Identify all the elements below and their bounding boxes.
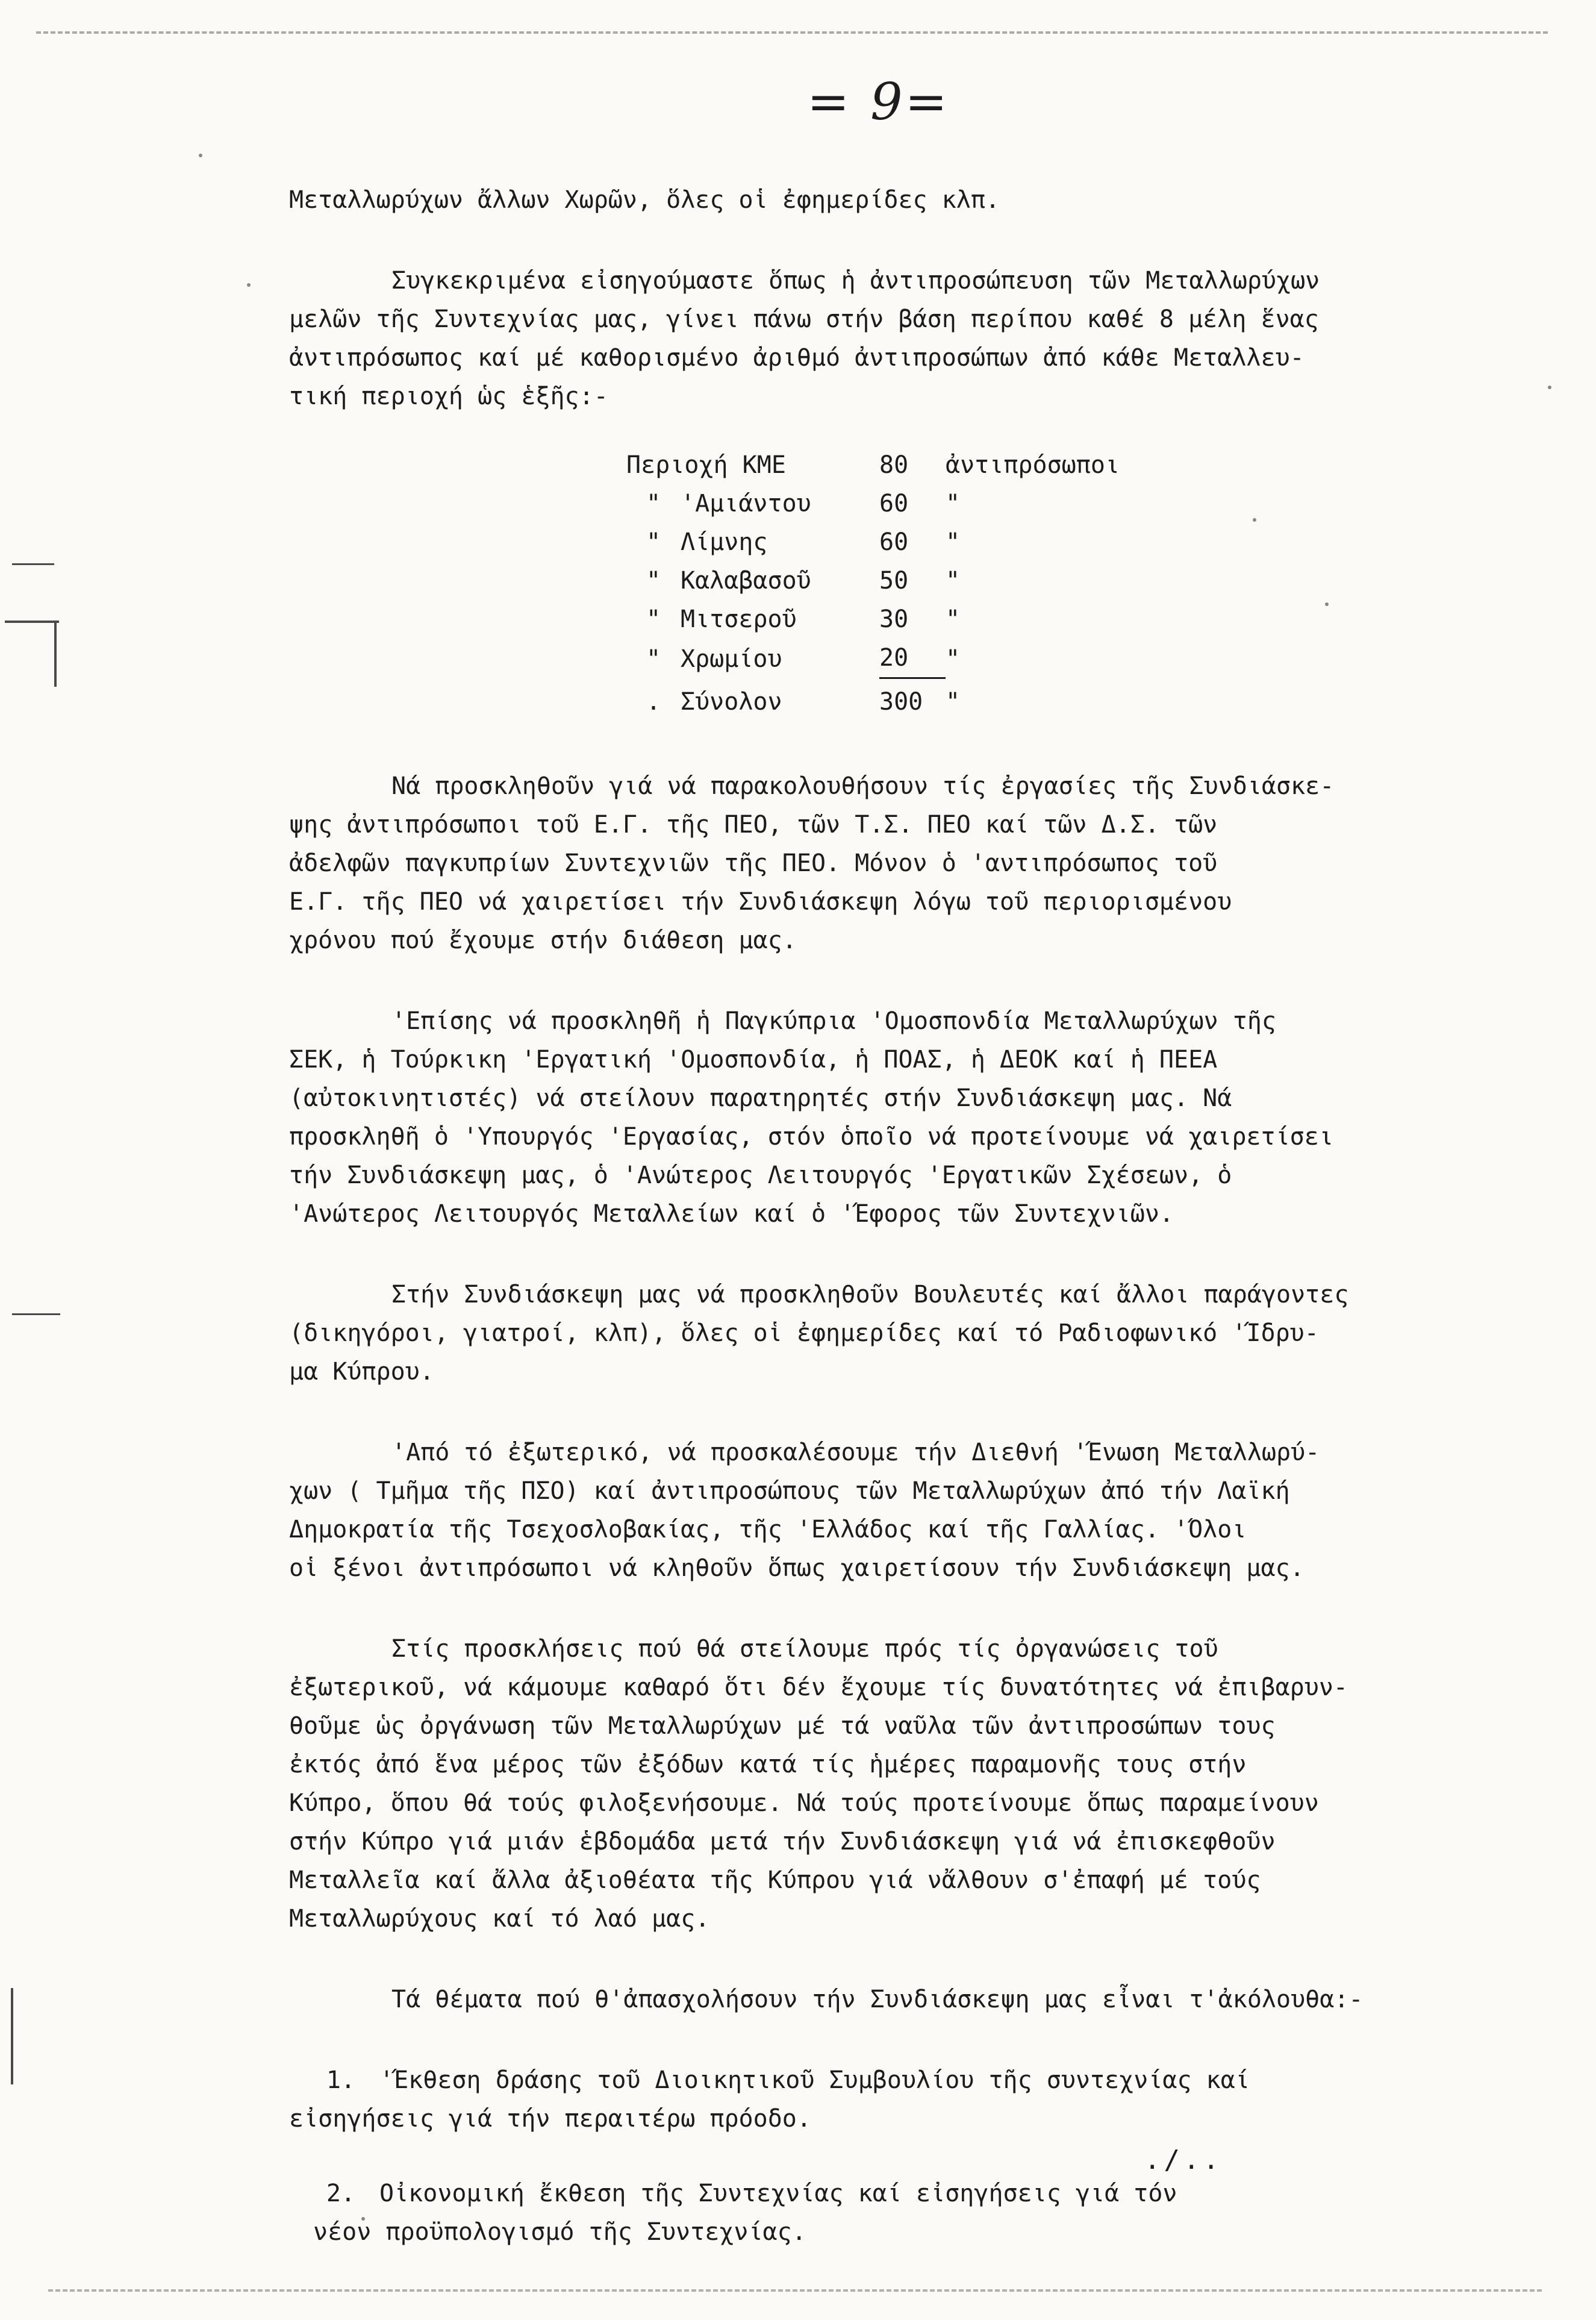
- top-scan-edge: [36, 31, 1548, 34]
- text-line: οἱ ξένοι ἀντιπρόσωποι νά κληθοῦν ὅπως χαιρετίσουν τήν Συνδιάσκεψη μας.: [289, 1554, 1305, 1582]
- text-line: ἐξωτερικοῦ, νά κάμουμε καθαρό ὅτι δέν ἔχουμε τίς δυνατότητες νά ἐπιβαρυν-: [289, 1674, 1348, 1701]
- table-row: [626, 639, 1144, 678]
- margin-bracket-line: [12, 563, 54, 565]
- scan-speck: [1548, 386, 1551, 389]
- unit-cell: ": [946, 605, 961, 633]
- region-cell: 'Αμιάντου: [681, 490, 811, 517]
- text-line: 'Επίσης νά προσκληθῆ ἡ Παγκύπρια 'Ομοσπονδία Μεταλλωρύχων τῆς: [391, 1007, 1277, 1035]
- total-count: 300: [879, 688, 923, 716]
- total-unit: ": [946, 688, 961, 716]
- text-line: Ε.Γ. τῆς ΠΕΟ νά χαιρετίσει τήν Συνδιάσκεψη λόγω τοῦ περιορισμένου: [289, 888, 1232, 916]
- agenda-number: 2.: [326, 2180, 355, 2207]
- agenda-number: 1.: [326, 2066, 355, 2094]
- text-line: ψης ἀντιπρόσωποι τοῦ Ε.Γ. τῆς ΠΕΟ, τῶν Τ.Σ. ΠΕΟ καί τῶν Δ.Σ. τῶν: [289, 811, 1218, 839]
- text-line: 2. Οἰκονομική ἔκθεση τῆς Συντεχνίας καί εἰσηγήσεις γιά τόν: [289, 2174, 1433, 2213]
- ditto-cell: ": [646, 528, 661, 556]
- unit-cell: ": [946, 567, 961, 595]
- page-number: = 9=: [807, 72, 950, 131]
- margin-bracket-line: [54, 621, 57, 687]
- unit-cell: ἀντιπρόσωποι: [946, 451, 1120, 479]
- text-line: Συγκεκριμένα εἰσηγούμαστε ὅπως ἡ ἀντιπροσώπευση τῶν Μεταλλωρύχων: [391, 267, 1320, 295]
- text-line: Μεταλλωρύχων ἄλλων Χωρῶν, ὅλες οἱ ἐφημερίδες κλπ.: [289, 186, 1000, 214]
- count-cell: 30: [879, 605, 909, 633]
- ditto-cell: ": [646, 605, 661, 633]
- text-line: Τά θέματα πού θ'ἀπασχολήσουν τήν Συνδιάσκεψη μας εἶναι τ'ἀκόλουθα:-: [391, 1986, 1364, 2013]
- text-line: τήν Συνδιάσκεψη μας, ὁ 'Ανώτερος Λειτουργός 'Εργατικῶν Σχέσεων, ὁ: [289, 1162, 1232, 1189]
- paragraph-mps-press: [289, 1275, 1433, 1391]
- text-line: χρόνου πού ἔχουμε στήν διάθεση μας.: [289, 927, 797, 954]
- text-line: 1. 'Έκθεση δράσης τοῦ Διοικητικοῦ Συμβουλίου τῆς συντεχνίας καί: [289, 2061, 1433, 2100]
- text-line: εἰσηγήσεις γιά τήν περαιτέρω πρόοδο.: [289, 2105, 811, 2133]
- text-line: (δικηγόροι, γιατροί, κλπ), ὅλες οἱ ἐφημερίδες καί τό Ραδιοφωνικό 'Ίδρυ-: [289, 1319, 1319, 1347]
- unit-cell: ": [946, 490, 961, 517]
- text-line: προσκληθῆ ὁ 'Υπουργός 'Εργασίας, στόν ὁποῖο νά προτείνουμε νά χαιρετίσει: [289, 1123, 1333, 1151]
- paragraph-foreign-delegates: [289, 1433, 1433, 1587]
- table-row: [626, 600, 1144, 639]
- table-row: [626, 484, 1144, 523]
- agenda-item: [289, 2174, 1433, 2251]
- letter-body: [289, 181, 1433, 2287]
- text-line: νέον προϋπολογισμό τῆς Συντεχνίας.: [313, 2218, 806, 2246]
- text-line: μα Κύπρου.: [289, 1358, 434, 1386]
- paragraph-travel-costs: [289, 1630, 1433, 1938]
- table-row: [626, 523, 1144, 561]
- scan-speck: [247, 283, 251, 287]
- intro-paragraph: [289, 261, 1433, 416]
- text-line: ἀδελφῶν παγκυπρίων Συντεχνιῶν τῆς ΠΕΟ. Μόνον ὁ 'αντιπρόσωπος τοῦ: [289, 849, 1218, 877]
- text-line: (αὐτοκινητιστές) νά στείλουν παρατηρητές στήν Συνδιάσκεψη μας. Νά: [289, 1084, 1232, 1112]
- text-line: Νά προσκληθοῦν γιά νά παρακολουθήσουν τίς ἐργασίες τῆς Συνδιάσκε-: [391, 772, 1335, 800]
- count-cell: 60: [879, 528, 909, 556]
- text-line: Στήν Συνδιάσκεψη μας νά προσκληθοῦν Βουλευτές καί ἄλλοι παράγοντες: [391, 1281, 1349, 1309]
- text-line: Μεταλλωρύχους καί τό λαό μας.: [289, 1905, 710, 1933]
- text-line: Κύπρο, ὅπου θά τούς φιλοξενήσουμε. Νά τούς προτείνουμε ὅπως παραμείνουν: [289, 1789, 1319, 1817]
- scan-speck: [199, 154, 202, 157]
- region-cell: Χρωμίου: [681, 645, 782, 673]
- region-cell: Μιτσεροῦ: [681, 605, 797, 633]
- region-cell: Καλαβασοῦ: [681, 567, 811, 595]
- ditto-cell: ": [646, 645, 661, 673]
- text-line: μελῶν τῆς Συντεχνίας μας, γίνει πάνω στήν βάση περίπου καθέ 8 μέλη ἕνας: [289, 305, 1319, 333]
- margin-bracket-line: [5, 621, 59, 623]
- text-line: στήν Κύπρο γιά μιάν ἑβδομάδα μετά τήν Συνδιάσκεψη γιά νά ἐπισκεφθοῦν: [289, 1828, 1276, 1856]
- text-line: θοῦμε ὡς ὀργάνωση τῶν Μεταλλωρύχων μέ τά ναῦλα τῶν ἀντιπροσώπων τους: [289, 1712, 1276, 1740]
- text-line: 'Ανώτερος Λειτουργός Μεταλλείων καί ὁ 'Έφορος τῶν Συντεχνιῶν.: [289, 1200, 1174, 1228]
- text-line: Μεταλλεῖα καί ἄλλα ἀξιοθέατα τῆς Κύπρου γιά νἄλθουν σ'ἐπαφή μέ τούς: [289, 1866, 1261, 1894]
- text-line: χων ( Τμῆμα τῆς ΠΣΟ) καί ἀντιπροσώπους τῶν Μεταλλωρύχων ἀπό τήν Λαϊκή: [289, 1477, 1290, 1505]
- text-line: ἀντιπρόσωπος καί μέ καθορισμένο ἀριθμό ἀντιπροσώπων ἀπό κάθε Μεταλλευ-: [289, 344, 1305, 372]
- region-cell: Λίμνης: [681, 528, 768, 556]
- region-cell: Περιοχή ΚΜΕ: [626, 451, 786, 479]
- text-line: Στίς προσκλήσεις πού θά στείλουμε πρός τίς ὀργανώσεις τοῦ: [391, 1635, 1218, 1663]
- margin-bracket-line: [12, 1313, 60, 1315]
- agenda-item: [289, 2061, 1433, 2138]
- paragraph-agenda-intro: [289, 1980, 1433, 2019]
- count-cell: 20: [879, 639, 946, 678]
- paragraph-observers: [289, 1002, 1433, 1233]
- continuation-mark: ./..: [1144, 2145, 1223, 2175]
- count-cell: 60: [879, 490, 909, 517]
- margin-bracket-line: [11, 1988, 13, 2084]
- unit-cell: ": [946, 645, 961, 673]
- text-line: ΣΕΚ, ἡ Τούρκικη 'Εργατική 'Ομοσπονδία, ἡ ΠΟΑΣ, ἡ ΔΕΟΚ καί ἡ ΠΕΕΑ: [289, 1046, 1218, 1074]
- count-cell: 50: [879, 567, 909, 595]
- total-marker: .: [646, 688, 661, 716]
- ditto-cell: ": [646, 490, 661, 517]
- total-label: Σύνολον: [681, 688, 782, 716]
- table-row: [626, 446, 1144, 484]
- text-line: Δημοκρατία τῆς Τσεχοσλοβακίας, τῆς 'Ελλάδος καί τῆς Γαλλίας. 'Όλοι: [289, 1516, 1247, 1543]
- paragraph-invitations-peo: [289, 767, 1433, 960]
- unit-cell: ": [946, 528, 961, 556]
- total-row: [626, 678, 1144, 722]
- ditto-cell: ": [646, 567, 661, 595]
- text-line: τική περιοχή ὡς ἑξῆς:-: [289, 383, 608, 410]
- table-row: [626, 561, 1144, 600]
- representation-table: [626, 446, 1144, 721]
- text-line: ἐκτός ἀπό ἕνα μέρος τῶν ἐξόδων κατά τίς ἡμέρες παραμονῆς τους στήν: [289, 1751, 1247, 1778]
- count-cell: 80: [879, 451, 909, 479]
- text-line: 'Από τό ἐξωτερικό, νά προσκαλέσουμε τήν Διεθνή 'Ένωση Μεταλλωρύ-: [391, 1439, 1320, 1466]
- bottom-scan-edge: [48, 2289, 1542, 2292]
- lead-line: [289, 181, 1433, 219]
